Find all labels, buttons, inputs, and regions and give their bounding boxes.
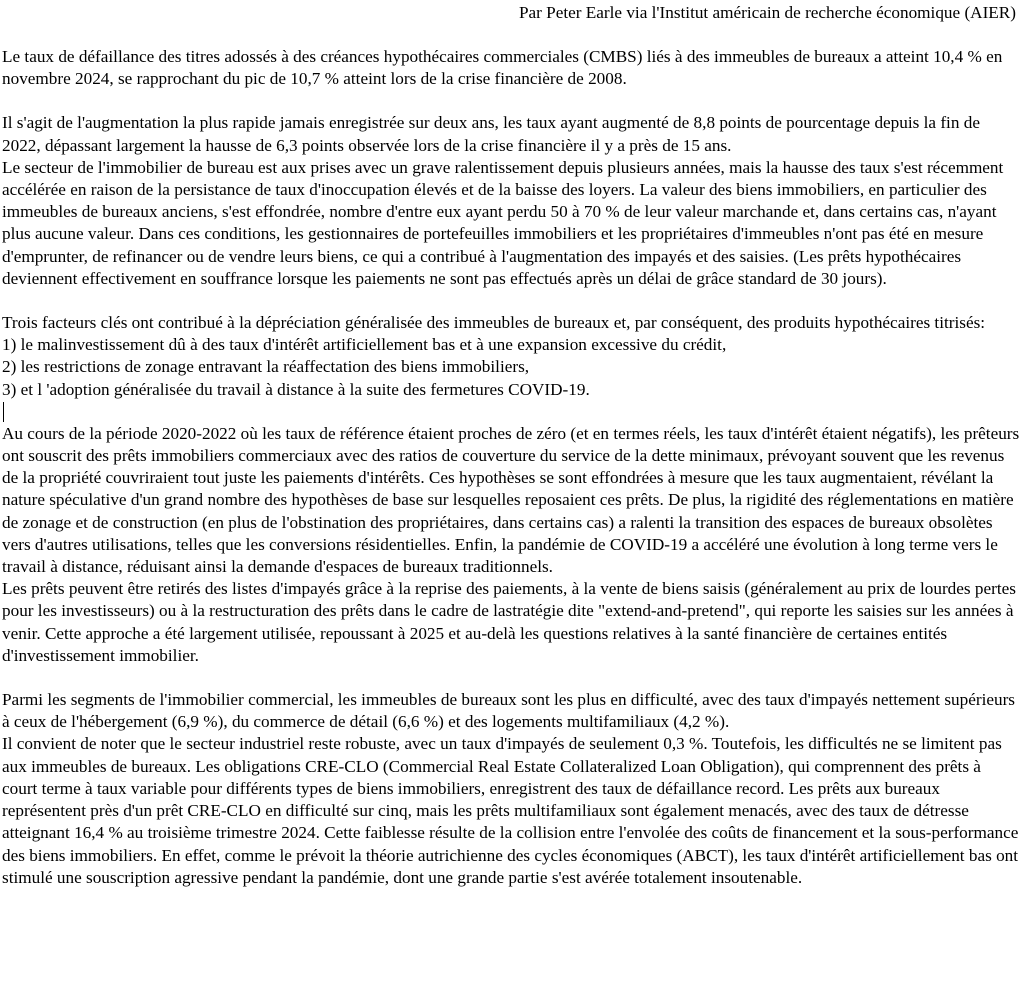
paragraph-2020-2022-period: Au cours de la période 2020-2022 où les taux de référence étaient proches de zéro (et en termes réels, les taux d'intérêt étaient négatifs), les prêteurs ont souscrit des prêts immobiliers commerciaux avec des ratios de couverture du service de la dette minimaux, prévoyant souvent que les revenus de la propriété couvriraient tout juste les paiements d'intérêts. Ces hypothèses se sont effondrées à mesure que les taux augmentaient, révélant la nature spéculative d'un grand nombre des hypothèses de base sur lesquelles reposaient ces prêts. De plus, la rigidité des réglementations en matière de zonage et de construction (en plus de l'obstination des propriétaires, dans certains cas) a ralenti la transition des espaces de bureaux obsolètes vers d'autres utilisations, telles que les conversions résidentielles. Enfin, la pandémie de COVID-19 a accéléré une évolution à long terme vers le travail à distance, réduisant ainsi la demande d'espaces de bureaux traditionnels. (2, 423, 1020, 577)
list-item-factor-1: 1) le malinvestissement dû à des taux d'intérêt artificiellement bas et à une expansion excessive du crédit, (2, 335, 727, 355)
list-item-factor-3: 3) et l 'adoption généralisée du travail à distance à la suite des fermetures COVID-19. (2, 379, 590, 399)
paragraph-three-factors-intro: Trois facteurs clés ont contribué à la dépréciation généralisée des immeubles de bureaux et, par conséquent, des produits hypothécaires titrisés: (2, 313, 986, 333)
paragraph-office-sector-slowdown: Le secteur de l'immobilier de bureau est aux prises avec un grave ralentissement depuis plusieurs années, mais la hausse des taux s'est récemment accélérée en raison de la persistance de taux d'inoccupation élevés et de la baisse des loyers. La valeur des biens immobiliers, en particulier des immeubles de bureaux anciens, s'est effondrée, nombre d'entre eux ayant perdu 50 à 70 % de leur valeur marchande et, dans certains cas, n'ayant plus aucune valeur. Dans ces conditions, les gestionnaires de portefeuilles immobiliers et les propriétaires d'immeubles n'ont pas été en mesure d'emprunter, de refinancer ou de vendre leurs biens, ce qui a contribué à l'augmentation des impayés et des saisies. (Les prêts hypothécaires deviennent effectivement en souffrance lorsque les paiements ne sont pas effectués après un délai de grâce standard de 30 jours). (2, 157, 1004, 288)
blank-line (2, 90, 1020, 112)
text-cursor[interactable] (3, 402, 4, 422)
paragraph-cre-clo: Il convient de noter que le secteur industriel reste robuste, avec un taux d'impayés de seulement 0,3 %. Toutefois, les difficultés ne se limitent pas aux immeubles de bureaux. Les obligations CRE-CLO (Commercial Real Estate Collateralized Loan Obligation), qui comprennent des prêts à court terme à taux variable pour différents types de biens immobiliers, enregistrent des taux de défaillance record. Les prêts aux bureaux représentent près d'un prêt CRE-CLO en difficulté sur cinq, mais les prêts multifamiliaux sont également menacés, avec des taux de détresse atteignant 16,4 % au troisième trimestre 2024. Cette faiblesse résulte de la collision entre l'envolée des coûts de financement et la sous-performance des biens immobiliers. En effet, comme le prévoit la théorie autrichienne des cycles économiques (ABCT), les taux d'intérêt artificiellement bas ont stimulé une souscription agressive pendant la pandémie, dont une grande partie s'est avérée totalement insoutenable. (2, 734, 1019, 887)
document-body (2, 2, 1020, 889)
blank-line (2, 667, 1020, 689)
paragraph-extend-and-pretend: Les prêts peuvent être retirés des listes d'impayés grâce à la reprise des paiements, à la vente de biens saisis (généralement au prix de lourdes pertes pour les investisseurs) ou à la restructuration des prêts dans le cadre de lastratégie dite "extend-and-pretend", qui reporte les saisies sur les années à venir. Cette approche a été largement utilisée, repoussant à 2025 et au-delà les questions relatives à la santé financière de certaines entités d'investissement immobilier. (2, 579, 1016, 665)
byline: Par Peter Earle via l'Institut américain de recherche économique (AIER) (518, 3, 1016, 22)
paragraph-cmbs-default-rate: Le taux de défaillance des titres adossés à des créances hypothécaires commerciales (CMBS) liés à des immeubles de bureaux a atteint 10,4 % en novembre 2024, se rapprochant du pic de 10,7 % atteint lors de la crise financière de 2008. (2, 47, 1003, 89)
blank-line (2, 290, 1020, 312)
paragraph-fastest-increase: Il s'agit de l'augmentation la plus rapide jamais enregistrée sur deux ans, les taux ayant augmenté de 8,8 points de pourcentage depuis la fin de 2022, dépassant largement la hausse de 6,3 points observée lors de la crise financière il y a près de 15 ans. (2, 113, 980, 155)
list-item-factor-2: 2) les restrictions de zonage entravant la réaffectation des biens immobiliers, (2, 357, 530, 377)
blank-line (2, 24, 1020, 46)
paragraph-segments: Parmi les segments de l'immobilier commercial, les immeubles de bureaux sont les plus en difficulté, avec des taux d'impayés nettement supérieurs à ceux de l'hébergement (6,9 %), du commerce de détail (6,6 %) et des logements multifamiliaux (4,2 %). (2, 690, 1015, 732)
